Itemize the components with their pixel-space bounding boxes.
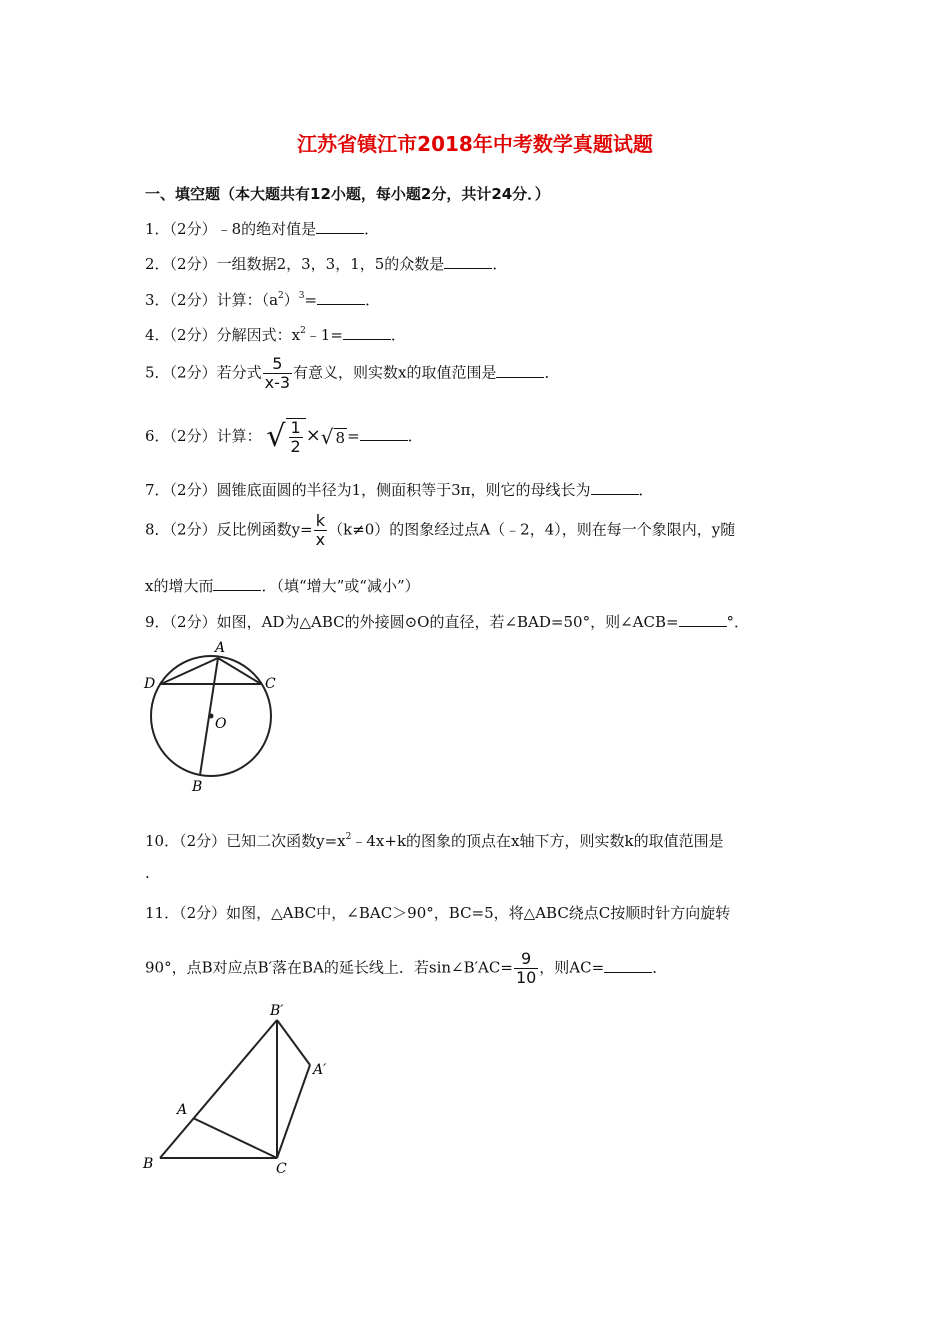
label-C: C [276, 1161, 287, 1177]
question-3: 3．（2分）计算：$(a^2)^3=$ ． [145, 291, 381, 309]
label-A-prime: A′ [313, 1062, 327, 1078]
question-8-line2: x的增大而 ．（填“增大”或“减小”） [145, 577, 420, 595]
answer-blank [316, 233, 364, 234]
question-2: 2．（2分）一组数据2，3，3，1，5的众数是 ． [145, 255, 508, 273]
answer-blank [604, 972, 652, 973]
answer-blank [317, 304, 365, 305]
circle-figure [138, 636, 288, 801]
answer-blank [444, 268, 492, 269]
label-A: A [177, 1102, 188, 1118]
question-5: 5．（2分）若分式 $\frac{5}{x-3}$ 有意义，则实数x的取值范围是 ． [145, 354, 560, 392]
question-8: 8．（2分）反比例函数y= $\frac{k}{x}$ （k≠0）的图象经过点A（﹣2，4），则在每一个象限内，y随 [145, 511, 736, 549]
question-10-line2: . [145, 864, 150, 882]
section-heading: 一、填空题（本大题共有12小题，每小题2分，共计24分．） [145, 185, 550, 203]
page-title: 江苏省镇江市2018年中考数学真题试题 [297, 132, 653, 156]
answer-blank [343, 339, 391, 340]
question-11-line2: 90°，点B对应点B′落在BA的延长线上．若sin∠B′AC= $\frac{9}{10}$ ，则AC= ． [145, 949, 668, 987]
label-D: D [144, 676, 156, 692]
label-B: B [192, 779, 203, 795]
rotation-figure [138, 998, 338, 1178]
label-O: O [215, 716, 227, 732]
label-B: B [143, 1156, 154, 1172]
sqrt-eight: √ 8 [320, 425, 346, 449]
question-6: 6．（2分）计算： √ $\frac{1}{2}$ × √ 8 = ． [145, 418, 423, 456]
question-9: 9．（2分）如图，AD为△ABC的外接圆⊙O的直径，若∠BAD=50°，则∠ACB= °． [145, 613, 750, 631]
answer-blank [213, 590, 261, 591]
fraction: $\frac{k}{x}$ [315, 511, 326, 549]
answer-blank [496, 377, 544, 378]
answer-blank [360, 440, 408, 441]
question-10: 10．（2分）已知二次函数$y=x^2﹣4x+k$的图象的顶点在x轴下方，则实数k的取值范围是 [145, 832, 724, 850]
question-1: 1．（2分）﹣8的绝对值是 ． [145, 220, 380, 238]
question-11: 11．（2分）如图，△ABC中，∠BAC＞90°，BC=5，将△ABC绕点C按顺时针方向旋转 [145, 904, 731, 922]
fraction: $\frac{5}{x-3}$ [264, 354, 291, 392]
label-B-prime: B′ [270, 1003, 284, 1019]
answer-blank [591, 494, 639, 495]
question-4: 4．（2分）分解因式：$x^2﹣1=$ ． [145, 326, 406, 344]
label-A: A [215, 640, 226, 656]
label-C: C [265, 676, 276, 692]
sqrt-fraction: √ $\frac{1}{2}$ [266, 418, 305, 456]
answer-blank [679, 626, 727, 627]
fraction: $\frac{9}{10}$ [515, 949, 537, 987]
question-7: 7．（2分）圆锥底面圆的半径为1，侧面积等于3π，则它的母线长为 ． [145, 481, 654, 499]
